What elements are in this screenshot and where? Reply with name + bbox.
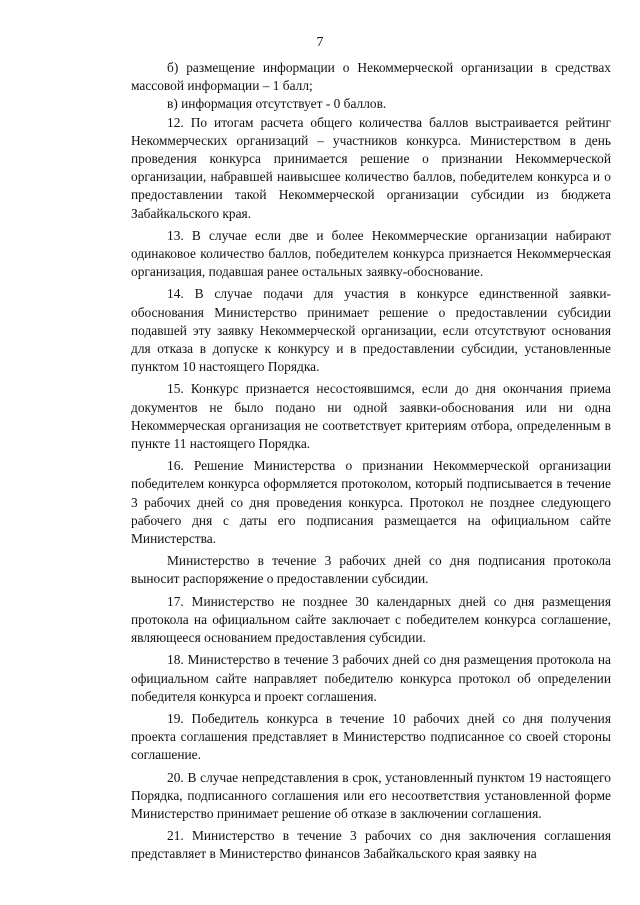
paragraph-19: 19. Победитель конкурса в течение 10 рабочих дней со дня получения проекта соглашения представляет в Министерство подписанное со своей стороны соглашение. <box>131 710 611 763</box>
document-body <box>131 59 611 864</box>
paragraph-18: 18. Министерство в течение 3 рабочих дней со дня размещения протокола на официальном сайте направляет победителю конкурса протокол об определении победителя конкурса и проект соглашения. <box>131 652 611 704</box>
paragraph-12: 12. По итогам расчета общего количества баллов выстраивается рейтинг Некоммерческих организаций – участников конкурса. Министерством в день проведения конкурса принимается решение о признании Некоммерческой организации, набравшей наивысшее количество баллов, победителем конкурса и о предоставлении такой Некоммерческой организации субсидии из бюджета Забайкальского края. <box>131 114 611 221</box>
paragraph-14: 14. В случае подачи для участия в конкурсе единственной заявки-обоснования Министерство принимает решение о предоставлении субсидии подавшей эту заявку Некоммерческой организации, если отсутствуют основания для отказа в допуске к конкурсу и в предоставлении субсидии, установленные пунктом 10 настоящего Порядка. <box>131 286 611 375</box>
paragraph-20: 20. В случае непредставления в срок, установленный пунктом 19 настоящего Порядка, подписанного соглашения или его несоответствия установленной форме Министерство принимает решение об отказе в заключении соглашения. <box>131 769 611 821</box>
paragraph-16: 16. Решение Министерства о признании Некоммерческой организации победителем конкурса оформляется протоколом, который подписывается в течение 3 рабочих дней со дня проведения конкурса. Протокол не позднее следующего рабочего дня с даты его подписания размещается на официальном сайте Министерства. <box>131 458 611 547</box>
paragraph-17: 17. Министерство не позднее 30 календарных дней со дня размещения протокола на официальном сайте заключает с победителем конкурса соглашение, являющееся основанием предоставления субсидии. <box>131 593 611 646</box>
page-number: 7 <box>316 35 324 50</box>
paragraph-16-continuation: Министерство в течение 3 рабочих дней со дня подписания протокола выносит распоряжение о предоставлении субсидии. <box>131 553 611 587</box>
paragraph-6b: б) размещение информации о Некоммерческой организации в средствах массовой информации – 1 балл; <box>131 60 611 94</box>
paragraph-13: 13. В случае если две и более Некоммерческие организации набирают одинаковое количество баллов, победителем конкурса признается Некоммерческая организация, подавшая ранее остальных заявку-обоснование. <box>131 227 611 280</box>
paragraph-21: 21. Министерство в течение 3 рабочих со дня заключения соглашения представляет в Министерство финансов Забайкальского края заявку на <box>131 828 611 862</box>
paragraph-6v: в) информация отсутствует - 0 баллов. <box>167 96 387 112</box>
paragraph-15: 15. Конкурс признается несостоявшимся, если до дня окончания приема документов не было подано ни одной заявки-обоснования или ни одна Некоммерческая организация не соответствует критериям отбора, определенным в пункте 11 настоящего Порядка. <box>131 381 611 452</box>
